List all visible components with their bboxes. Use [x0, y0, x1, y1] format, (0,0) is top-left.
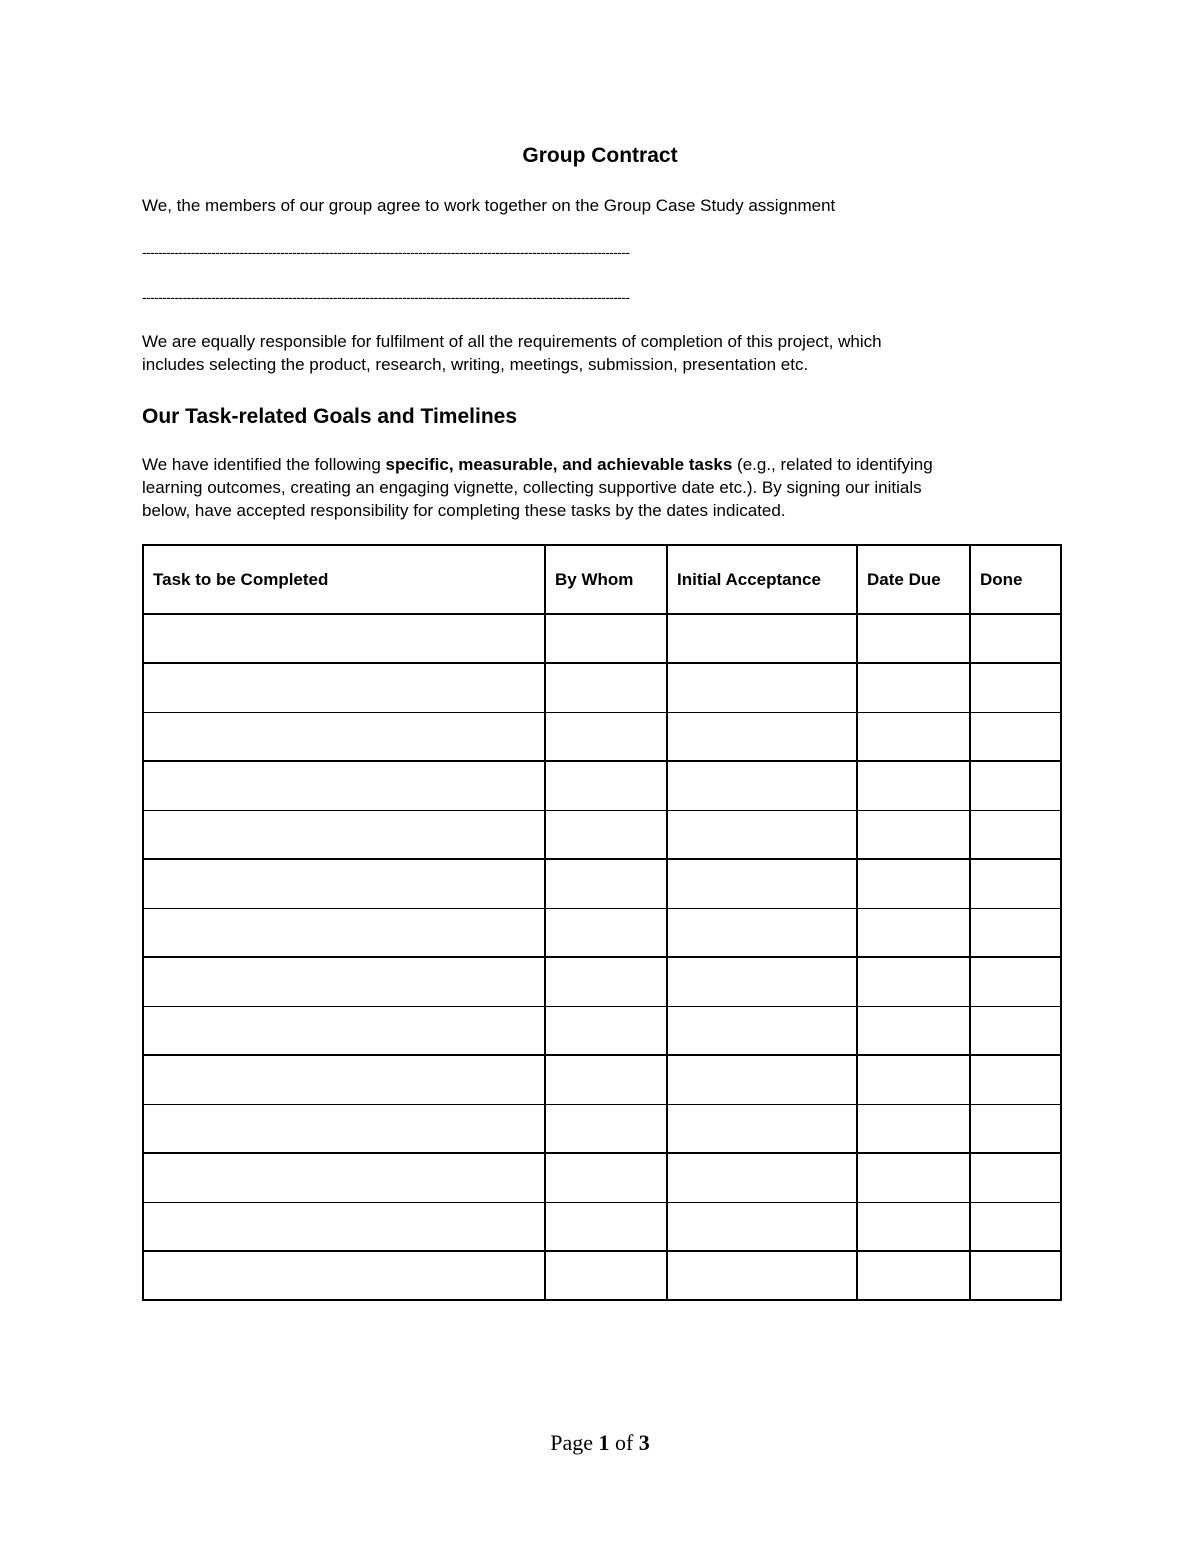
date-due-cell[interactable]: [857, 810, 970, 859]
done-cell[interactable]: [970, 1202, 1061, 1251]
done-cell[interactable]: [970, 761, 1061, 810]
responsibility-paragraph: [142, 330, 1062, 376]
done-cell[interactable]: [970, 663, 1061, 712]
by-whom-cell[interactable]: [545, 859, 667, 908]
initial-acceptance-cell[interactable]: [667, 712, 857, 761]
task-cell[interactable]: [143, 1153, 545, 1202]
done-cell[interactable]: [970, 1006, 1061, 1055]
table-row: [143, 761, 1061, 810]
task-cell[interactable]: [143, 908, 545, 957]
table-row: [143, 614, 1061, 663]
date-due-cell[interactable]: [857, 908, 970, 957]
initial-acceptance-cell[interactable]: [667, 1251, 857, 1300]
task-cell[interactable]: [143, 614, 545, 663]
footer-total-pages: 3: [638, 1430, 650, 1455]
initial-acceptance-cell[interactable]: [667, 1055, 857, 1104]
goals-line-1-pre: We have identified the following: [142, 455, 386, 474]
table-row: [143, 1055, 1061, 1104]
initial-acceptance-cell[interactable]: [667, 1202, 857, 1251]
header-done: Done: [970, 545, 1061, 614]
header-by-whom: By Whom: [545, 545, 667, 614]
initial-acceptance-cell[interactable]: [667, 957, 857, 1006]
goals-line-3: below, have accepted responsibility for completing these tasks by the dates indicated.: [142, 501, 786, 520]
table-row: [143, 712, 1061, 761]
date-due-cell[interactable]: [857, 859, 970, 908]
initial-acceptance-cell[interactable]: [667, 859, 857, 908]
table-row: [143, 1153, 1061, 1202]
initial-acceptance-cell[interactable]: [667, 663, 857, 712]
by-whom-cell[interactable]: [545, 1202, 667, 1251]
table-row: [143, 908, 1061, 957]
date-due-cell[interactable]: [857, 1006, 970, 1055]
table-row: [143, 1006, 1061, 1055]
goals-line-1-bold: specific, measurable, and achievable tasks: [385, 455, 733, 474]
date-due-cell[interactable]: [857, 1153, 970, 1202]
task-cell[interactable]: [143, 712, 545, 761]
task-cell[interactable]: [143, 761, 545, 810]
task-cell[interactable]: [143, 1006, 545, 1055]
done-cell[interactable]: [970, 810, 1061, 859]
footer-current-page: 1: [598, 1430, 610, 1455]
initial-acceptance-cell[interactable]: [667, 761, 857, 810]
task-cell[interactable]: [143, 1055, 545, 1104]
date-due-cell[interactable]: [857, 663, 970, 712]
task-cell[interactable]: [143, 957, 545, 1006]
by-whom-cell[interactable]: [545, 663, 667, 712]
task-cell[interactable]: [143, 663, 545, 712]
by-whom-cell[interactable]: [545, 908, 667, 957]
table-row: [143, 1104, 1061, 1153]
page-footer: [0, 1428, 1200, 1458]
by-whom-cell[interactable]: [545, 712, 667, 761]
done-cell[interactable]: [970, 1104, 1061, 1153]
table-row: [143, 957, 1061, 1006]
initial-acceptance-cell[interactable]: [667, 1153, 857, 1202]
goals-line-1-post: (e.g., related to identifying: [732, 455, 933, 474]
initial-acceptance-cell[interactable]: [667, 1006, 857, 1055]
member-name-line-2: ------------------------------------------------------------------------------------------------------------------------: [142, 289, 630, 305]
by-whom-cell[interactable]: [545, 1251, 667, 1300]
date-due-cell[interactable]: [857, 761, 970, 810]
header-task: Task to be Completed: [143, 545, 545, 614]
done-cell[interactable]: [970, 1055, 1061, 1104]
page-title: Group Contract: [522, 144, 678, 167]
by-whom-cell[interactable]: [545, 1006, 667, 1055]
goals-paragraph: [142, 453, 1072, 522]
responsibility-line-2: includes selecting the product, research, writing, meetings, submission, presentation etc.: [142, 355, 809, 374]
by-whom-cell[interactable]: [545, 810, 667, 859]
task-table: [142, 544, 1062, 1301]
table-row: [143, 810, 1061, 859]
task-table-body: [143, 614, 1061, 1300]
table-header-row: [143, 545, 1061, 614]
task-cell[interactable]: [143, 1202, 545, 1251]
header-date-due: Date Due: [857, 545, 970, 614]
goals-line-2: learning outcomes, creating an engaging vignette, collecting supportive date etc.). By signing our initials: [142, 478, 922, 497]
by-whom-cell[interactable]: [545, 1153, 667, 1202]
by-whom-cell[interactable]: [545, 1055, 667, 1104]
date-due-cell[interactable]: [857, 957, 970, 1006]
date-due-cell[interactable]: [857, 1202, 970, 1251]
responsibility-line-1: We are equally responsible for fulfilment of all the requirements of completion of this project, which: [142, 332, 882, 351]
intro-text: We, the members of our group agree to work together on the Group Case Study assignment: [142, 196, 836, 215]
done-cell[interactable]: [970, 1153, 1061, 1202]
header-initial-acceptance: Initial Acceptance: [667, 545, 857, 614]
task-cell[interactable]: [143, 859, 545, 908]
by-whom-cell[interactable]: [545, 957, 667, 1006]
section-heading: Our Task-related Goals and Timelines: [142, 405, 518, 428]
by-whom-cell[interactable]: [545, 614, 667, 663]
table-row: [143, 663, 1061, 712]
footer-page-word: Page: [550, 1430, 593, 1455]
by-whom-cell[interactable]: [545, 1104, 667, 1153]
date-due-cell[interactable]: [857, 614, 970, 663]
by-whom-cell[interactable]: [545, 761, 667, 810]
date-due-cell[interactable]: [857, 1251, 970, 1300]
task-cell[interactable]: [143, 810, 545, 859]
done-cell[interactable]: [970, 859, 1061, 908]
initial-acceptance-cell[interactable]: [667, 908, 857, 957]
initial-acceptance-cell[interactable]: [667, 1104, 857, 1153]
member-name-line-1: ------------------------------------------------------------------------------------------------------------------------: [142, 244, 630, 260]
initial-acceptance-cell[interactable]: [667, 810, 857, 859]
table-row: [143, 1251, 1061, 1300]
table-row: [143, 859, 1061, 908]
done-cell[interactable]: [970, 908, 1061, 957]
task-cell[interactable]: [143, 1251, 545, 1300]
table-row: [143, 1202, 1061, 1251]
done-cell[interactable]: [970, 957, 1061, 1006]
date-due-cell[interactable]: [857, 712, 970, 761]
footer-of-word: of: [614, 1430, 634, 1455]
task-cell[interactable]: [143, 1104, 545, 1153]
date-due-cell[interactable]: [857, 1104, 970, 1153]
done-cell[interactable]: [970, 614, 1061, 663]
date-due-cell[interactable]: [857, 1055, 970, 1104]
done-cell[interactable]: [970, 1251, 1061, 1300]
initial-acceptance-cell[interactable]: [667, 614, 857, 663]
goals-line-1: [142, 453, 1072, 476]
done-cell[interactable]: [970, 712, 1061, 761]
